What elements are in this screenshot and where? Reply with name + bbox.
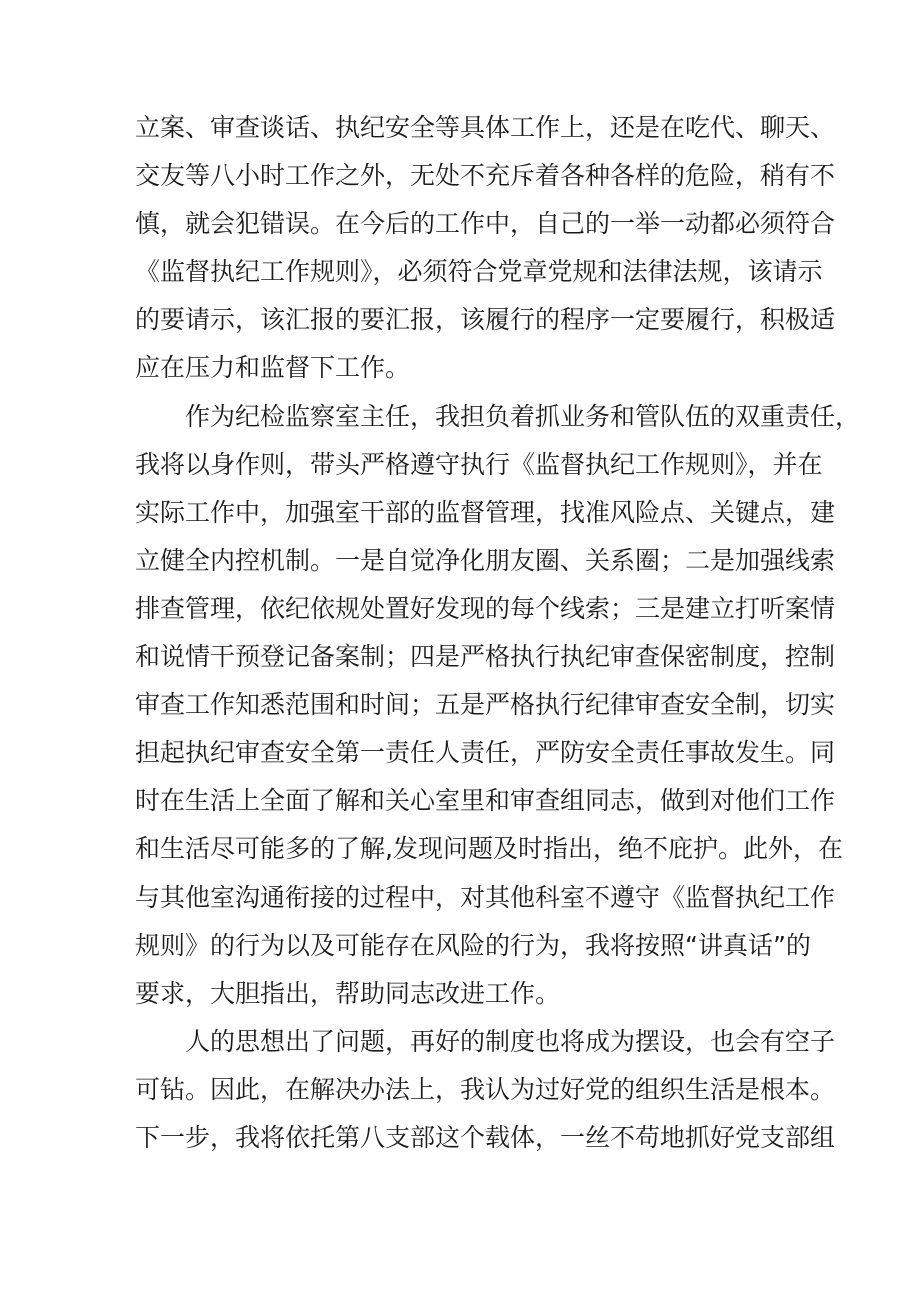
paragraph-2-line-10: 和生活尽可能多的了解,发现问题及时指出，绝不庇护。此外，在 (135, 834, 843, 864)
paragraph-1-line-6: 应在压力和监督下工作。 (135, 353, 411, 383)
paragraph-2-line-11: 与其他室沟通衔接的过程中，对其他科室不遵守《监督执纪工作 (135, 882, 836, 912)
paragraph-2-line-6: 和说情干预登记备案制；四是严格执行执纪审查保密制度，控制 (135, 642, 836, 672)
paragraph-2-line-9: 时在生活上全面了解和关心室里和审查组同志，做到对他们工作 (135, 786, 836, 816)
paragraph-3-line-3: 下一步，我将依托第八支部这个载体，一丝不苟地抓好党支部组 (135, 1122, 836, 1152)
paragraph-1-line-5: 的要请示，该汇报的要汇报，该履行的程序一定要履行，积极适 (135, 305, 836, 335)
paragraph-1-line-4: 《监督执纪工作规则》，必须符合党章党规和法律法规，该请示 (135, 257, 823, 287)
paragraph-2-line-8: 担起执纪审查安全第一责任人责任，严防安全责任事故发生。同 (135, 738, 836, 768)
paragraph-2-line-4: 立健全内控机制。一是自觉净化朋友圈、关系圈；二是加强线索 (135, 545, 836, 575)
document-body (135, 104, 861, 1162)
paragraph-3-line-2: 可钻。因此，在解决办法上，我认为过好党的组织生活是根本。 (135, 1074, 836, 1104)
paragraph-2-line-3: 实际工作中，加强室干部的监督管理，找准风险点、关键点，建 (135, 497, 836, 527)
paragraph-2-line-1: 作为纪检监察室主任，我担负着抓业务和管队伍的双重责任， (185, 401, 861, 431)
paragraph-2-line-5: 排查管理，依纪依规处置好发现的每个线索；三是建立打听案情 (135, 593, 836, 623)
paragraph-1-line-2: 交友等八小时工作之外，无处不充斥着各种各样的危险，稍有不 (135, 161, 836, 191)
paragraph-2-line-7: 审查工作知悉范围和时间；五是严格执行纪律审查安全制，切实 (135, 690, 836, 720)
paragraph-2-line-2: 我将以身作则，带头严格遵守执行《监督执纪工作规则》，并在 (135, 449, 823, 479)
paragraph-2-line-12: 规则》的行为以及可能存在风险的行为，我将按照“讲真话”的 (135, 930, 811, 960)
paragraph-1-line-1: 立案、审查谈话、执纪安全等具体工作上，还是在吃代、聊天、 (135, 113, 836, 142)
paragraph-1-line-3: 慎，就会犯错误。在今后的工作中，自己的一举一动都必须符合 (135, 209, 836, 239)
paragraph-2-line-13: 要求，大胆指出，帮助同志改进工作。 (135, 978, 561, 1008)
paragraph-3-line-1: 人的思想出了问题，再好的制度也将成为摆设，也会有空子 (185, 1026, 836, 1056)
